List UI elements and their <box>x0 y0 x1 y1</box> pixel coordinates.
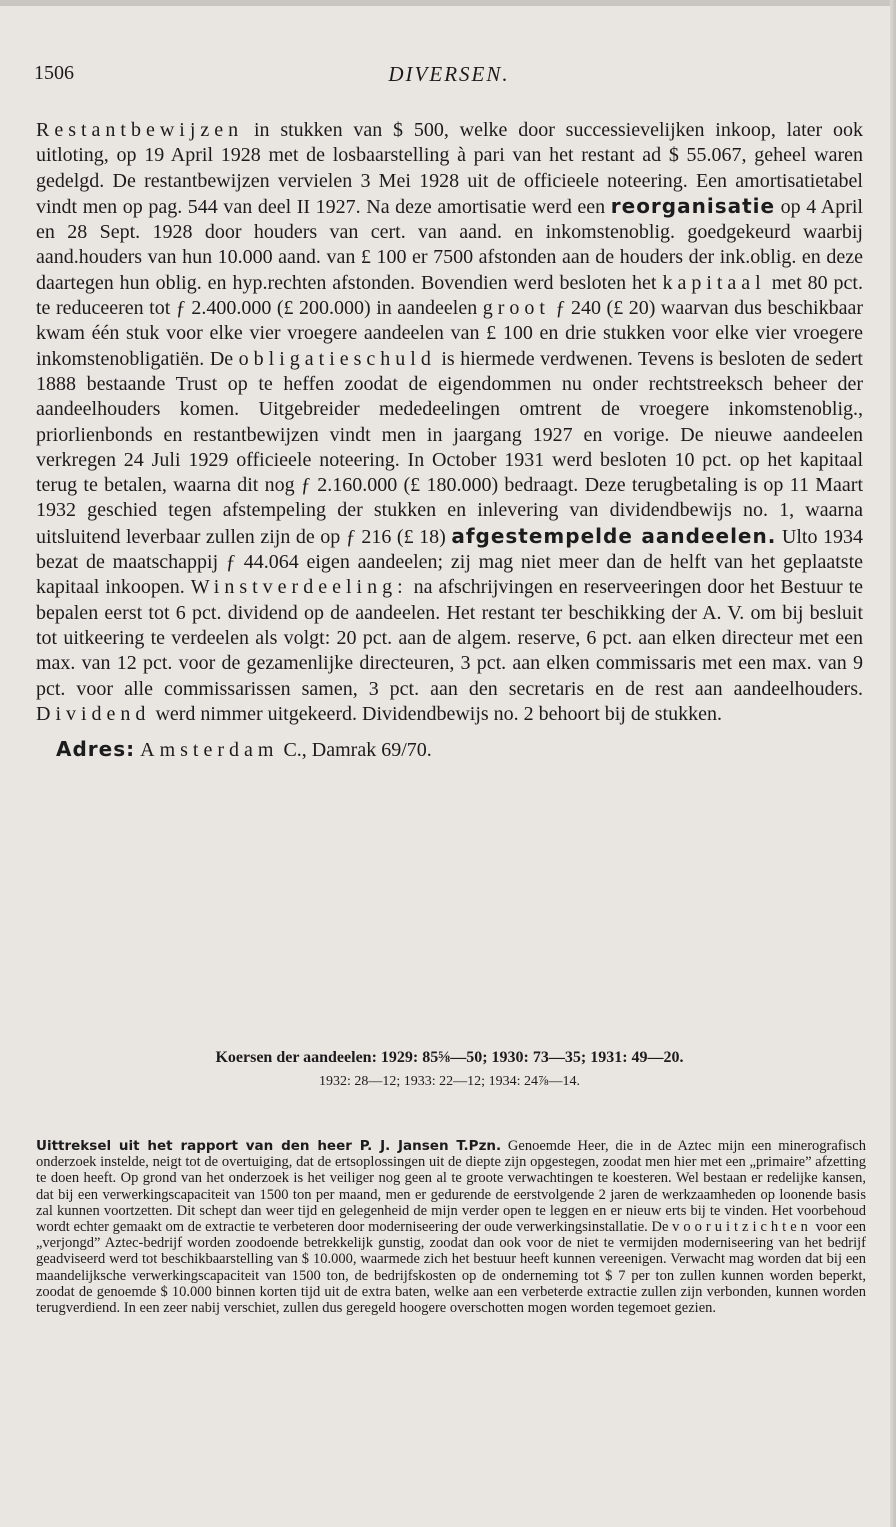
address-street: C., Damrak 69/70. <box>278 739 432 762</box>
keyword-reorganisatie: reorganisatie <box>610 193 776 218</box>
share-prices-line-2: 1932: 28—12; 1933: 22—12; 1934: 24⅞—14. <box>319 1074 580 1089</box>
address-city: Amsterdam <box>140 739 279 762</box>
page-right-edge <box>890 0 896 1527</box>
running-head: DIVERSEN. <box>388 62 510 86</box>
text-run: ƒ 240 (£ 20) waarvan dus beschikbaar kwam één stuk voor elke vier vroegere aandeelen van £ 100 en drie stukken voor elke vier vroegere inkomstenobligatiën. De <box>36 297 863 370</box>
text-run: in stukken van $ 500, welke door successievelijken inkoop, later ook uitloting, op 19 April 1928 met de losbaarstelling à pari van het restant ad $ 55.067, geheel waren gedelgd. De restantbewijzen vervielen 3 Mei 1928 uit de officieele noteering. Een amortisatietabel vindt men op pag. 544 van deel II 1927. Na deze amortisatie werd een <box>36 119 863 218</box>
text-run: na afschrijvingen en reserveeringen door het Bestuur te bepalen eerst tot 6 pct. dividend op de aandeelen. Het restant ter beschikking der A. V. om bij besluit tot uitkeering te verdeelen als volgt: 20 pct. aan de algem. reserve, 6 pct. aan elken directeur met een max. van 12 pct. voor de gezamenlijke directeuren, 3 pct. aan elken commissaris met een max. van 9 pct. voor alle commissarissen samen, 3 pct. aan den secretaris en de rest aan aandeelhouders. <box>36 576 864 700</box>
keyword-vooruitzichten: vooruitzichten <box>672 1219 812 1236</box>
keyword-kapitaal: kapitaal <box>662 271 766 294</box>
share-prices <box>36 1046 863 1094</box>
article-paragraph <box>36 118 863 727</box>
report-title: Uittreksel uit het rapport van den heer P. J. Jansen T.Pzn. <box>36 1138 502 1154</box>
keyword-obligatieschuld: obligatieschuld <box>238 347 436 370</box>
text-run: is hiermede verdwenen. Tevens is besloten de sedert 1888 bestaande Trust op te heffen zoodat de eigendommen nu onder rechtstreeksch beheer der aandeelhouders komen. Uitgebreider mededeelingen omtrent de vroegere inkomstenoblig., priorlienbonds en restantbewijzen vindt men in jaargang 1927 en vorige. De nieuwe aandeelen verkregen 24 Juli 1929 officieele noteering. In October 1931 werd besloten 10 pct. op het kapitaal terug te betalen, waarna dit nog ƒ 2.160.000 (£ 180.000) bedraagt. Deze terugbetaling is op 11 Maart 1932 geschied tegen afstempeling der stukken en inlevering van dividendbewijs no. 1, waarna uitsluitend leverbaar zullen zijn de op ƒ 216 (£ 18) <box>36 347 863 548</box>
keyword-restantbewijzen: Restantbewijzen <box>36 119 244 141</box>
page-top-edge <box>0 0 896 6</box>
keyword-winstverdeeling: Winstverdeeling: <box>190 576 408 599</box>
text-run: werd nimmer uitgekeerd. Dividendbewijs no. 2 behoort bij de stukken. <box>150 702 722 725</box>
share-prices-line-1: Koersen der aandeelen: 1929: 85⅝—50; 1930: 73—35; 1931: 49—20. <box>215 1049 684 1066</box>
text-run: op 4 April en 28 Sept. 1928 door houders van cert. van aand. en inkomstenoblig. goedgekeurd waarbij aand.houders van hun 10.000 aand. van £ 100 er 7500 afstonden aan de houders der ink.oblig. en deze daartegen hun oblig. en hyp.rechten afstonden. Bovendien werd besloten het <box>36 195 863 294</box>
keyword-afgestempelde-aandeelen: afgestempelde aandeelen. <box>451 523 777 548</box>
page-number: 1506 <box>34 62 74 84</box>
text-run: Genoemde Heer, die in de Aztec mijn een minerografisch onderzoek instelde, neigt tot de overtuiging, dat de ertsoplossingen uit de diepte zijn opgestegen, zoodat men hier met een „primaire” afzetting te doen heeft. Op grond van het onderzoek is het veiliger nog geen al te groote verwachtingen te koesteren. Wel bestaan er redelijke kansen, dat bij een verwerkingscapaciteit van 1500 ton per maand, men er gedurende de eerstvolgende 2 jaren de werkzaamheden op loonende basis zal kunnen voortzetten. Dit schept dan weer tijd en gelegenheid de mijn verder open te leggen en er nieuw erts bij te vinden. Het voorbehoud wordt echter gemaakt om de extractie te verbeteren door moderniseering der oude verwerkingsinstallatie. De <box>36 1138 866 1236</box>
address-line <box>36 737 863 763</box>
text-run: met 80 pct. te reduceeren tot ƒ 2.400.000 (£ 200.000) in aandeelen <box>36 271 863 320</box>
report-excerpt <box>36 1138 866 1316</box>
main-article <box>36 118 863 763</box>
keyword-dividend: Dividend <box>36 702 151 725</box>
text-run: Ulto 1934 bezat de maatschappij ƒ 44.064 eigen aandeelen; zij mag niet meer dan de helft van het geplaatste kapitaal inkoopen. <box>36 525 863 599</box>
text-run: voor een „verjongd” Aztec-bedrijf worden zoodoende betrekkelijk gunstig, zoodat dan ook voor de niet te vermijden moderniseering van het bedrijf geadviseerd werd tot beschikbaarstelling van $ 10.000, waarmede zich het bestuur heeft kunnen vereenigen. Verwacht mag worden dat bij een maandelijksche verwerkingscapaciteit van 1500 ton, de bedrijfskosten op de onderneming tot $ 7 per ton zullen kunnen worden beperkt, zoodat de genoemde $ 10.000 binnen korten tijd uit de extra baten, welke aan een verbeterde extractie zullen zijn verbonden, kunnen worden terugverdiend. In een zeer nabij verschiet, zullen dus geregeld hoogere overschotten mogen worden tegemoet gezien. <box>36 1219 867 1317</box>
page-header <box>34 62 864 92</box>
keyword-groot: groot <box>482 297 550 320</box>
address-label: Adres: <box>56 737 136 762</box>
